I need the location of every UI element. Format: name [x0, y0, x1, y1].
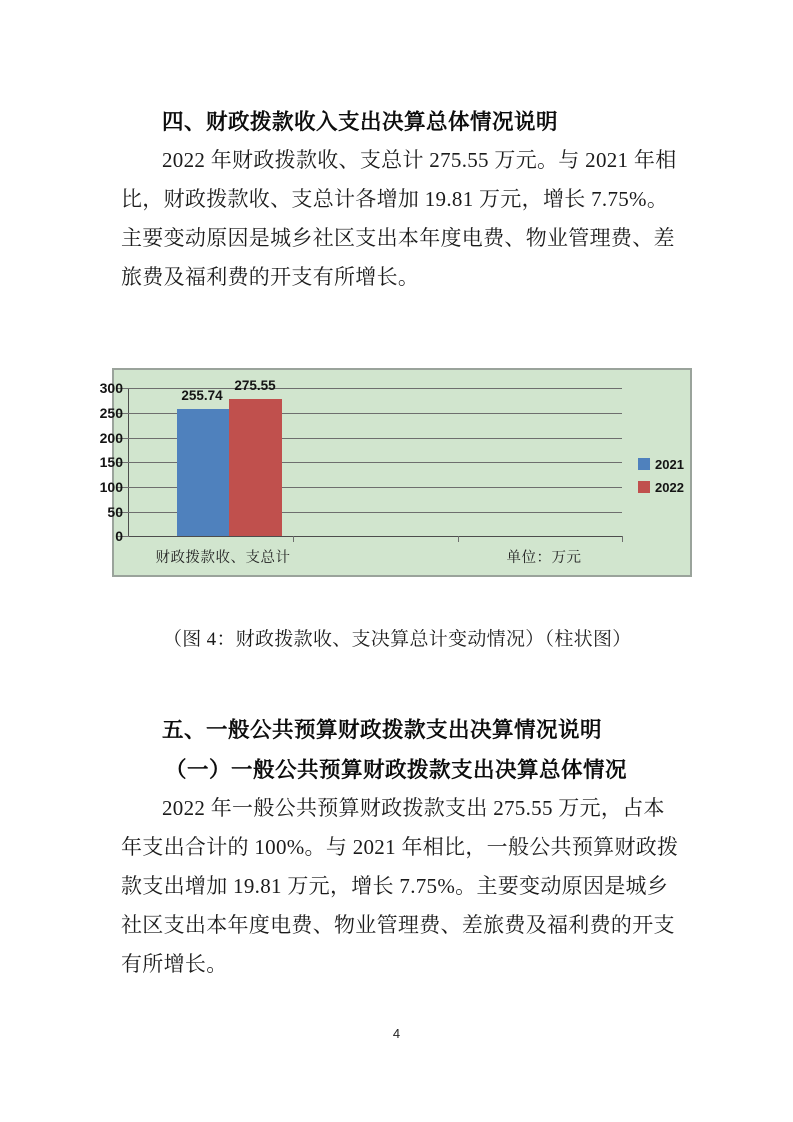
bar-chart: [99, 368, 692, 577]
section4-paragraph: [121, 141, 677, 297]
chart-plot-area: [99, 378, 622, 544]
section5-paragraph: [121, 789, 677, 984]
legend-entry-2021: [638, 457, 684, 471]
section4-heading: 四、财政拨款收入支出决算总体情况说明: [162, 110, 559, 134]
bar-value-label-2021: 255.74: [181, 388, 223, 403]
paragraph-line: 旅费及福利费的开支有所增长。: [121, 265, 420, 289]
paragraph-line: 有所增长。: [121, 952, 228, 976]
legend-entry-2022: [638, 480, 684, 494]
section5-subheading: （一）一般公共预算财政拨款支出决算总体情况: [165, 758, 628, 782]
section5-heading: 五、一般公共预算财政拨款支出决算情况说明: [162, 718, 603, 742]
x-axis-tick: [458, 536, 459, 542]
paragraph-line: 年支出合计的 100%。与 2021 年相比，一般公共预算财政拨: [121, 835, 679, 859]
legend-swatch-2022: [638, 481, 650, 493]
bar-value-label-2022: 275.55: [234, 378, 276, 393]
paragraph-line: 2022 年财政拨款收、支总计 275.55 万元。与 2021 年相: [162, 148, 677, 172]
bar-2021: [177, 409, 229, 536]
legend-label-2021: 2021: [655, 456, 684, 472]
y-axis-label: 100: [99, 479, 123, 495]
page-number: 4: [392, 1026, 401, 1041]
paragraph-line: 2022 年一般公共预算财政拨款支出 275.55 万元，占本: [162, 796, 665, 820]
x-axis-tick: [293, 536, 294, 542]
paragraph-line: 主要变动原因是城乡社区支出本年度电费、物业管理费、差: [121, 226, 675, 250]
y-axis-label: 250: [99, 405, 123, 421]
y-axis-label: 200: [99, 430, 123, 446]
y-axis-label: 0: [115, 528, 123, 544]
y-axis-label: 50: [107, 504, 123, 520]
unit-label: 单位：万元: [506, 550, 582, 566]
paragraph-line: 社区支出本年度电费、物业管理费、差旅费及福利费的开支: [121, 913, 675, 937]
y-axis-label: 150: [99, 454, 123, 470]
x-axis-tick: [622, 536, 623, 542]
figure-caption: （图 4：财政拨款收、支决算总计变动情况）（柱状图）: [163, 629, 632, 650]
paragraph-line: 比，财政拨款收、支总计各增加 19.81 万元，增长 7.75%。: [121, 187, 669, 211]
legend-label-2022: 2022: [655, 479, 684, 495]
paragraph-line: 款支出增加 19.81 万元，增长 7.75%。主要变动原因是城乡: [121, 874, 669, 898]
legend-swatch-2021: [638, 458, 650, 470]
bar-2022: [229, 399, 282, 536]
y-axis-label: 300: [99, 380, 123, 396]
x-axis-category-label: 财政拨款收、支总计: [155, 550, 291, 566]
